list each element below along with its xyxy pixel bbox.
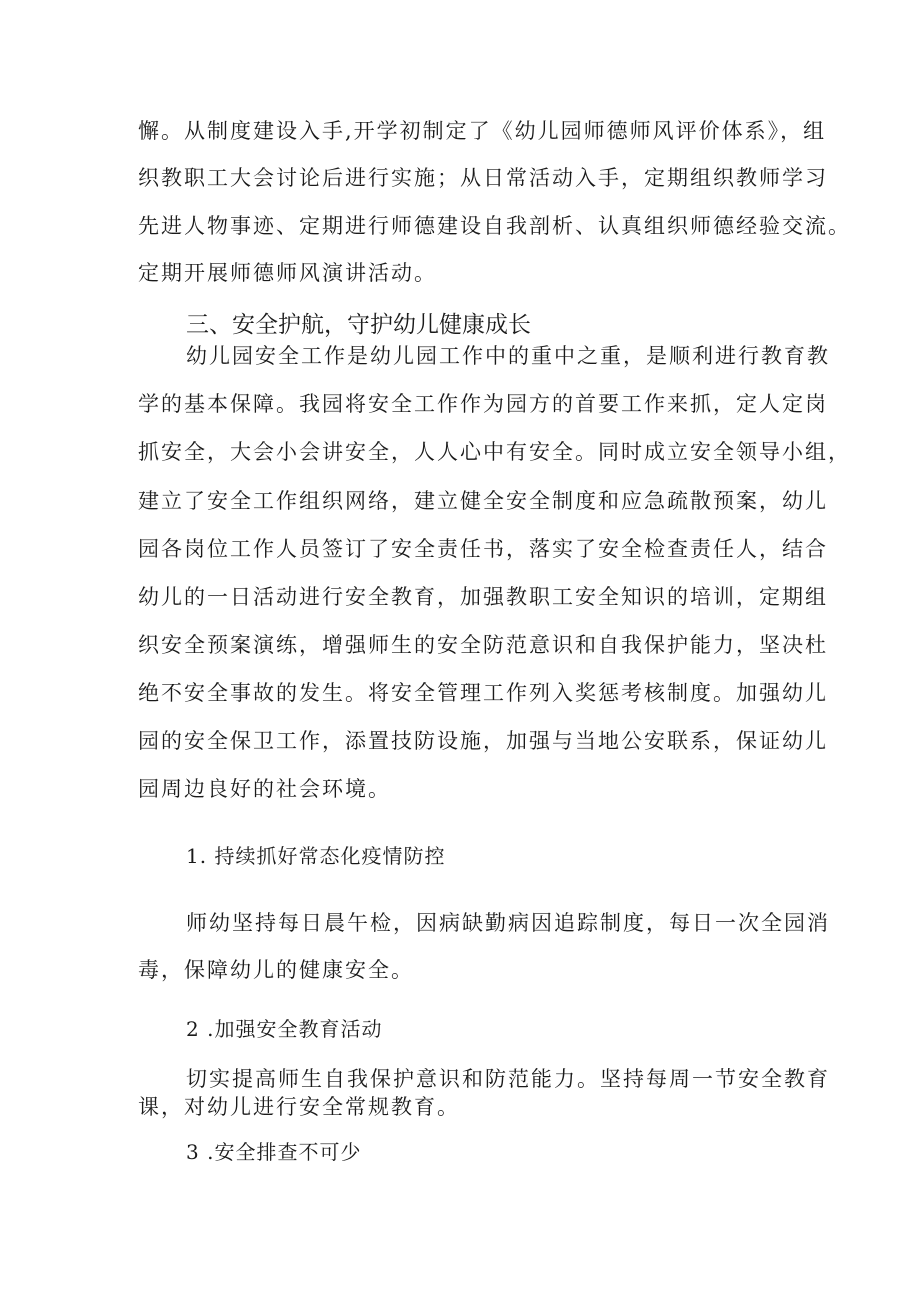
subsection-title: 2 .加强安全教育活动 <box>186 1017 383 1041</box>
paragraph-line: 绝不安全事故的发生。将安全管理工作列入奖惩考核制度。加强幼儿 <box>138 681 828 705</box>
paragraph-line: 织教职工大会讨论后进行实施；从日常活动入手，定期组织教师学习 <box>138 166 828 190</box>
paragraph-line: 建立了安全工作组织网络，建立健全安全制度和应急疏散预案，幼儿 <box>138 489 828 513</box>
section-heading: 三、安全护航，守护幼儿健康成长 <box>186 312 531 338</box>
paragraph-line: 幼儿园安全工作是幼儿园工作中的重中之重，是顺利进行教育教 <box>186 344 830 368</box>
subsection-title: 3 .安全排查不可少 <box>186 1140 362 1164</box>
paragraph-line: 织安全预案演练，增强师生的安全防范意识和自我保护能力，坚决杜 <box>138 633 828 657</box>
paragraph-line: 师幼坚持每日晨午检，因病缺勤病因追踪制度，每日一次全园消 <box>186 911 830 935</box>
paragraph-line: 切实提高师生自我保护意识和防范能力。坚持每周一节安全教育 <box>186 1067 830 1091</box>
paragraph-line: 园周边良好的社会环境。 <box>138 777 391 801</box>
paragraph-line: 懈。从制度建设入手,开学初制定了《幼儿园师德师风评价体系》，组 <box>138 119 827 143</box>
paragraph-line: 定期开展师德师风演讲活动。 <box>138 261 437 285</box>
paragraph-line: 课，对幼儿进行安全常规教育。 <box>138 1095 460 1119</box>
subsection-title: 1. 持续抓好常态化疫情防控 <box>186 844 446 868</box>
paragraph-line: 园各岗位工作人员签订了安全责任书，落实了安全检查责任人，结合 <box>138 537 828 561</box>
paragraph-line: 毒，保障幼儿的健康安全。 <box>138 958 414 982</box>
paragraph-line: 幼儿的一日活动进行安全教育，加强教职工安全知识的培训，定期组 <box>138 585 828 609</box>
paragraph-line: 先进人物事迹、定期进行师德建设自我剖析、认真组织师德经验交流。 <box>138 214 851 238</box>
paragraph-line: 学的基本保障。我园将安全工作作为园方的首要工作来抓，定人定岗 <box>138 392 828 416</box>
paragraph-line: 抓安全，大会小会讲安全，人人心中有安全。同时成立安全领导小组， <box>138 440 851 464</box>
paragraph-line: 园的安全保卫工作，添置技防设施，加强与当地公安联系，保证幼儿 <box>138 729 828 753</box>
